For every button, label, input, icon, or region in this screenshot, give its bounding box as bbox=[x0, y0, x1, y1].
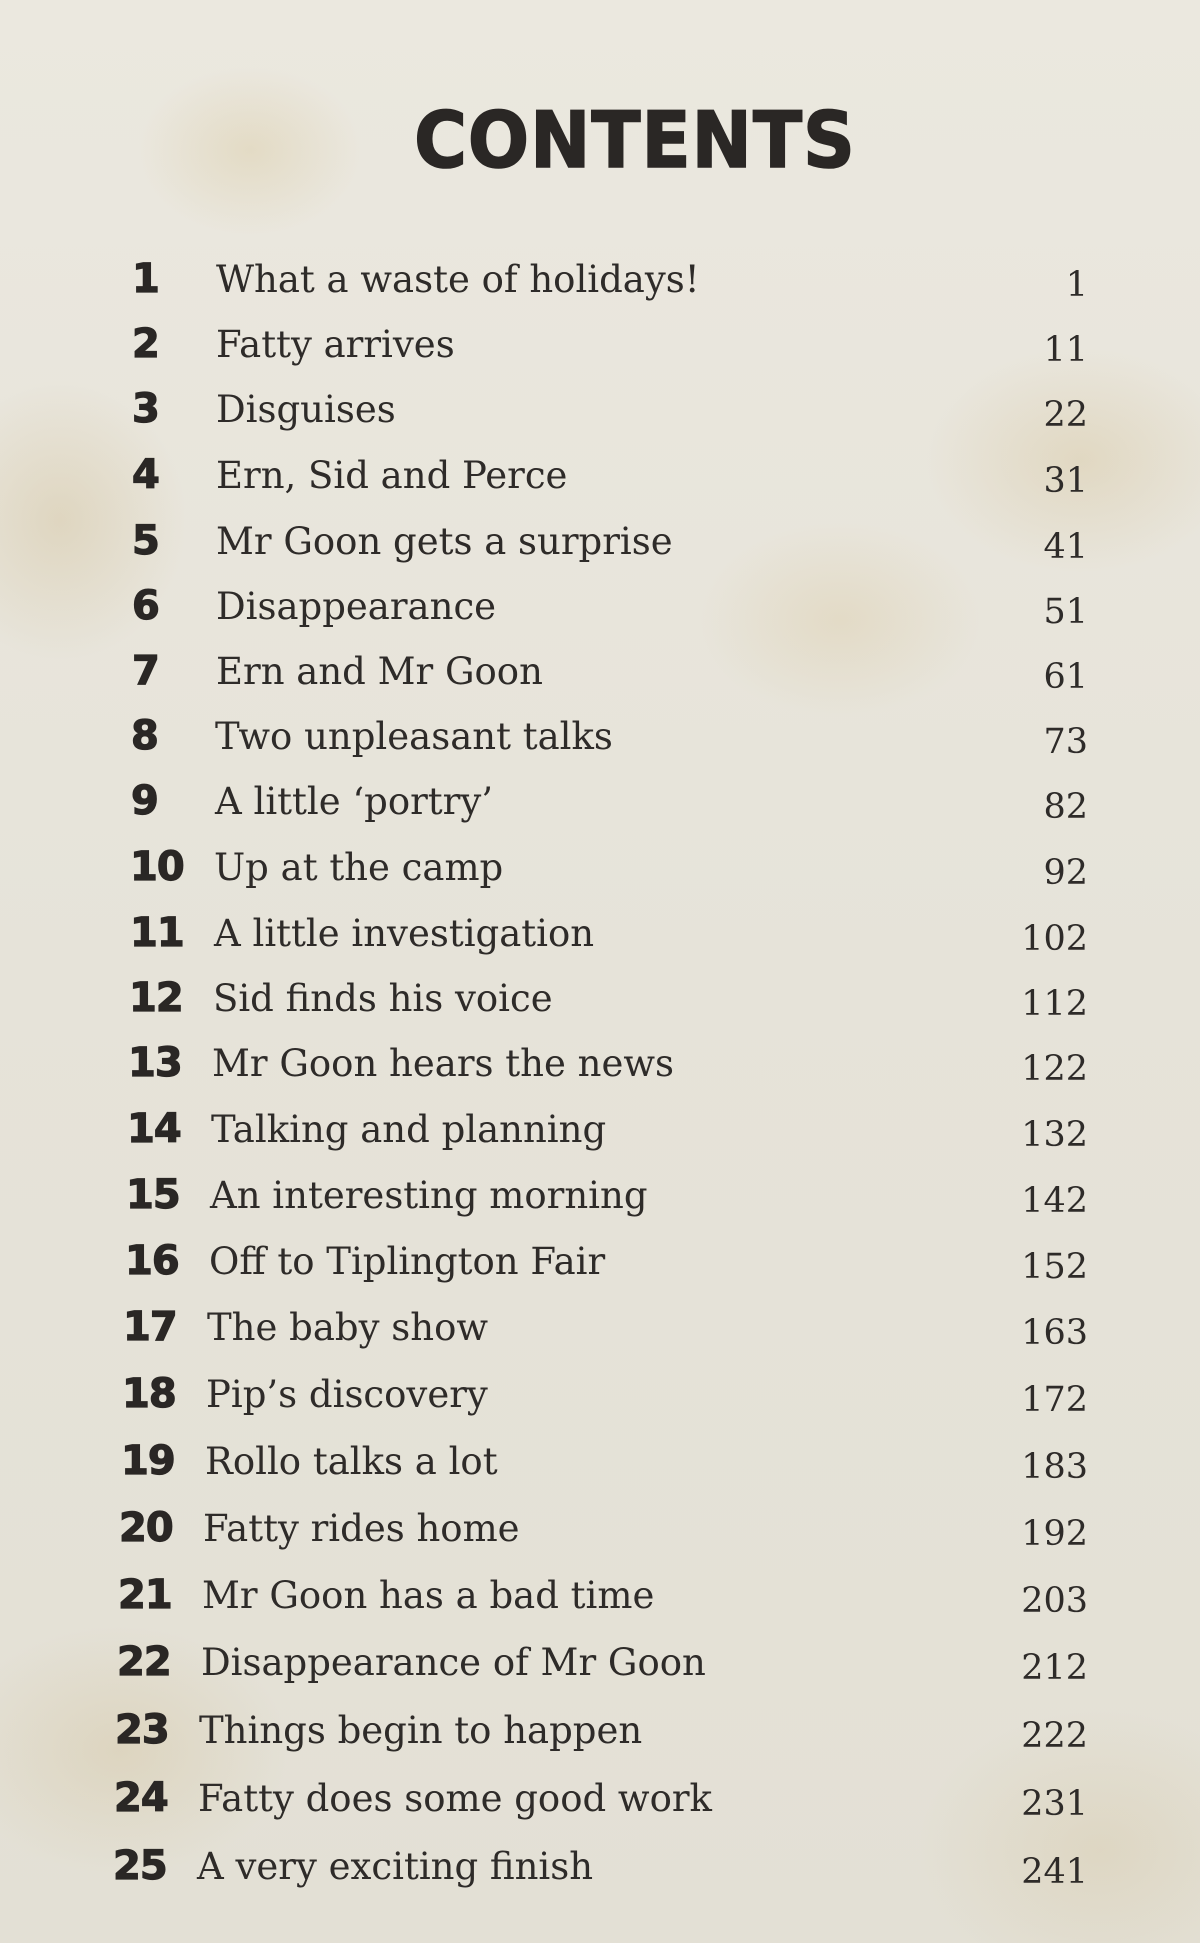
chapter-page: 241 bbox=[1021, 1852, 1088, 1892]
chapter-page: 132 bbox=[1021, 1115, 1088, 1155]
chapter-title: Mr Goon hears the news bbox=[212, 1042, 674, 1085]
chapter-title: A little investigation bbox=[214, 912, 595, 955]
chapter-page: 31 bbox=[1043, 461, 1088, 501]
chapter-page: 82 bbox=[1043, 787, 1088, 827]
chapter-title: Fatty rides home bbox=[203, 1507, 520, 1550]
chapter-title: Mr Goon has a bad time bbox=[202, 1574, 655, 1617]
chapter-page: 192 bbox=[1021, 1514, 1088, 1554]
chapter-title: A very exciting finish bbox=[197, 1845, 594, 1888]
chapter-title: Talking and planning bbox=[211, 1108, 607, 1151]
chapter-number: 25 bbox=[113, 1843, 167, 1889]
chapter-number: 18 bbox=[122, 1371, 176, 1417]
chapter-page: 73 bbox=[1043, 722, 1088, 762]
chapter-page: 163 bbox=[1021, 1313, 1088, 1353]
chapter-page: 112 bbox=[1021, 984, 1088, 1024]
chapter-title: Ern and Mr Goon bbox=[216, 650, 543, 693]
chapter-number: 1 bbox=[132, 256, 159, 302]
chapter-number: 10 bbox=[130, 844, 184, 890]
chapter-number: 19 bbox=[121, 1438, 175, 1484]
chapter-number: 14 bbox=[127, 1106, 181, 1152]
chapter-title: Rollo talks a lot bbox=[205, 1440, 498, 1483]
chapter-page: 92 bbox=[1043, 853, 1088, 893]
chapter-number: 7 bbox=[132, 648, 159, 694]
chapter-title: The baby show bbox=[207, 1306, 489, 1349]
chapter-page: 231 bbox=[1021, 1784, 1088, 1824]
chapter-title: Two unpleasant talks bbox=[215, 715, 613, 758]
chapter-number: 22 bbox=[117, 1639, 171, 1685]
chapter-number: 8 bbox=[131, 713, 158, 759]
chapter-number: 4 bbox=[132, 452, 159, 498]
chapter-number: 17 bbox=[123, 1304, 177, 1350]
chapter-page: 1 bbox=[1065, 265, 1088, 305]
chapter-title: Ern, Sid and Perce bbox=[216, 454, 568, 497]
chapter-number: 20 bbox=[119, 1505, 173, 1551]
chapter-page: 41 bbox=[1043, 527, 1088, 567]
chapter-number: 24 bbox=[114, 1775, 168, 1821]
chapter-title: What a waste of holidays! bbox=[216, 258, 700, 301]
chapter-number: 16 bbox=[125, 1238, 179, 1284]
chapter-number: 15 bbox=[126, 1172, 180, 1218]
chapter-title: Up at the camp bbox=[214, 846, 504, 889]
chapter-title: Fatty does some good work bbox=[198, 1777, 712, 1820]
chapter-number: 23 bbox=[115, 1707, 169, 1753]
chapter-page: 172 bbox=[1021, 1380, 1088, 1420]
chapter-number: 2 bbox=[132, 321, 159, 367]
chapter-number: 9 bbox=[131, 778, 158, 824]
chapter-number: 3 bbox=[132, 386, 159, 432]
chapter-number: 21 bbox=[118, 1572, 172, 1618]
chapter-number: 11 bbox=[130, 910, 184, 956]
chapter-page: 222 bbox=[1021, 1716, 1088, 1756]
chapter-page: 142 bbox=[1021, 1181, 1088, 1221]
chapter-title: Sid finds his voice bbox=[213, 977, 553, 1020]
chapter-page: 51 bbox=[1043, 592, 1088, 632]
chapter-page: 11 bbox=[1043, 330, 1088, 370]
chapter-title: Disappearance bbox=[216, 585, 497, 628]
page-title: CONTENTS bbox=[414, 94, 856, 186]
chapter-page: 183 bbox=[1021, 1447, 1088, 1487]
chapter-title: Things begin to happen bbox=[199, 1709, 643, 1752]
chapter-page: 212 bbox=[1021, 1648, 1088, 1688]
chapter-title: Disappearance of Mr Goon bbox=[201, 1641, 706, 1684]
chapter-page: 203 bbox=[1021, 1581, 1088, 1621]
chapter-title: Fatty arrives bbox=[216, 323, 455, 366]
chapter-page: 61 bbox=[1043, 657, 1088, 697]
chapter-title: Disguises bbox=[216, 388, 396, 431]
chapter-number: 12 bbox=[129, 975, 183, 1021]
chapter-page: 152 bbox=[1021, 1247, 1088, 1287]
chapter-title: A little ‘portry’ bbox=[215, 780, 494, 823]
chapter-title: An interesting morning bbox=[210, 1174, 648, 1217]
chapter-title: Off to Tiplington Fair bbox=[209, 1240, 606, 1283]
chapter-number: 13 bbox=[128, 1040, 182, 1086]
chapter-title: Mr Goon gets a surprise bbox=[216, 520, 673, 563]
chapter-number: 5 bbox=[132, 518, 159, 564]
chapter-page: 122 bbox=[1021, 1049, 1088, 1089]
chapter-number: 6 bbox=[132, 583, 159, 629]
chapter-page: 22 bbox=[1043, 395, 1088, 435]
chapter-title: Pip’s discovery bbox=[206, 1373, 488, 1416]
chapter-page: 102 bbox=[1021, 919, 1088, 959]
